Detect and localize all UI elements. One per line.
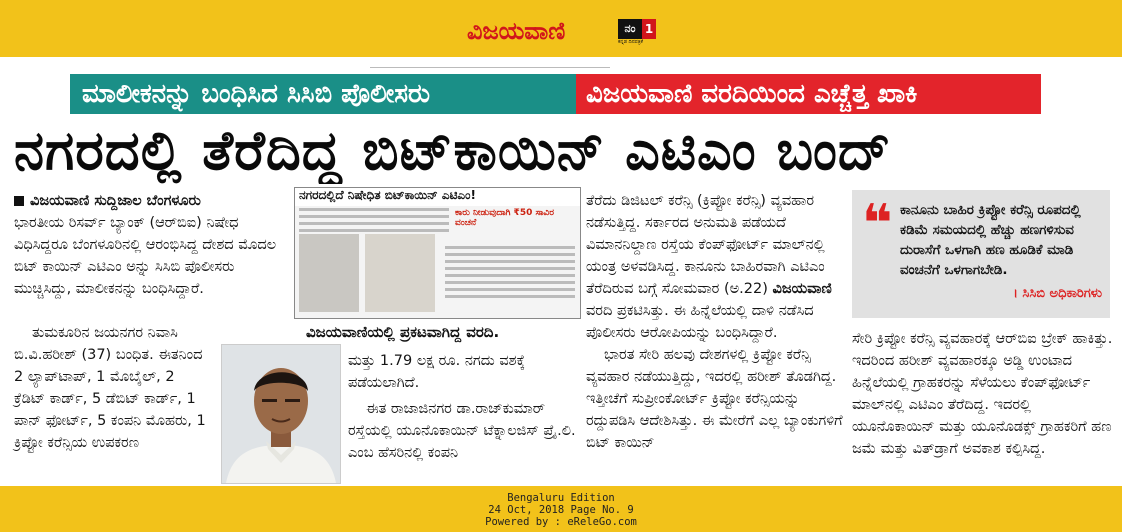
no1-badge — [618, 19, 658, 45]
article-text: ವರದಿ ಪ್ರಕಟಿಸಿತ್ತು. ಈ ಹಿನ್ನೆಲೆಯಲ್ಲಿ ದಾಳಿ ನಡೆಸಿದ ಪೊಲೀಸರು ಆರೋಪಿಯನ್ನು ಬಂಧಿಸಿದ್ದಾರೆ. — [586, 303, 814, 341]
dateline — [14, 190, 288, 212]
inset-caption: ವಿಜಯವಾಣಿಯಲ್ಲಿ ಪ್ರಕಟವಾಗಿದ್ದ ವರದಿ. — [306, 323, 500, 341]
footer-date-page: 24 Oct, 2018 Page No. 9 — [488, 504, 634, 516]
inset-photo — [299, 234, 359, 312]
masthead-logo: ವಿಜಯವಾಣಿ — [467, 16, 566, 45]
footer-edition: Bengaluru Edition — [507, 492, 615, 504]
accused-photo — [221, 344, 341, 484]
subheadline-teal: ಮಾಲೀಕನನ್ನು ಬಂಧಿಸಿದ ಸಿಸಿಬಿ ಪೊಲೀಸರು — [70, 74, 576, 114]
inset-highlight: ಕಾರು ನೀಡುವುದಾಗಿ ₹50 ಸಾವಿರ ವಂಚನೆ — [455, 208, 554, 228]
footer-powered-by: Powered by : eReleGo.com — [485, 516, 637, 528]
pull-quote-source: । ಸಿಸಿಬಿ ಅಧಿಕಾರಿಗಳು — [1012, 286, 1102, 301]
badge-number: 1 — [642, 19, 656, 39]
article-paragraph: ತುಮಕೂರಿನ ಜಯನಗರ ನಿವಾಸಿ ಬಿ.ವಿ.ಹರೀಶ್ (37) ಬಂಧಿತ. ಈತನಿಂದ 2 ಲ್ಯಾಪ್‌ಟಾಪ್, 1 ಮೊಬೈಲ್, 2 ಕ್ರೆಡಿಟ್ ಕಾರ್ಡ್, 5 ಡೆಬಿಟ್ ಕಾರ್ಡ್, 1 ಪಾನ್ ಫೋರ್ಟ್, 5 ಕಂಪನಿ ಮೊಹರು, 1 ಕ್ರಿಪ್ಟೋ ಕರೆನ್ಸಿಯ ಉಪಕರಣ — [14, 325, 206, 451]
quote-mark-icon: ❝ — [862, 194, 893, 254]
subheadline-red: ವಿಜಯವಾಣಿ ವರದಿಯಿಂದ ಎಚ್ಚೆತ್ತ ಖಾಕಿ — [576, 74, 1041, 114]
clipping-edge — [370, 57, 610, 68]
badge-subtitle: ಕನ್ನಡ ದಿನಪತ್ರಿಕೆ — [618, 39, 644, 45]
article-paragraph: ಭಾರತೀಯ ರಿಸರ್ವ್ ಬ್ಯಾಂಕ್ (ಆರ್‌ಬಿಐ) ನಿಷೇಧ ವಿಧಿಸಿದ್ದರೂ ಬೆಂಗಳೂರಿನಲ್ಲಿ ಆರಂಭಿಸಿದ್ದ ದೇಶದ ಮೊದಲ ಬಿಟ್ ಕಾಯಿನ್ ಎಟಿಎಂ ಅನ್ನು ಸಿಸಿಬಿ ಪೊಲೀಸರು ಮುಚ್ಚಿಸಿದ್ದು, ಮಾಲೀಕನನ್ನು ಬಂಧಿಸಿದ್ದಾರೆ. — [14, 215, 277, 297]
bullet-square-icon — [14, 196, 24, 206]
person-portrait-icon — [222, 345, 340, 483]
article-column-3 — [586, 190, 844, 454]
badge-label: ನಂ — [618, 19, 642, 39]
article-column-4 — [852, 328, 1114, 460]
inset-clipping-image — [294, 187, 581, 319]
footer-bar — [0, 486, 1122, 532]
inset-text-lines — [299, 208, 449, 236]
article-paragraph: ಈತ ರಾಜಾಜಿನಗರ ಡಾ.ರಾಜ್‌ಕುಮಾರ್ ರಸ್ತೆಯಲ್ಲಿ ಯೂನೊಕಾಯಿನ್ ಟೆಕ್ನಾಲಜಿಸ್ ಪ್ರೈ.ಲಿ. ಎಂಬ ಹೆಸರಿನಲ್ಲಿ ಕಂಪನಿ — [348, 401, 576, 461]
article-text: ತೆರೆದು ಡಿಜಿಟಲ್ ಕರೆನ್ಸಿ (ಕ್ರಿಪ್ಟೋ ಕರೆನ್ಸಿ) ವ್ಯವಹಾರ ನಡೆಸುತ್ತಿದ್ದ. ಸರ್ಕಾರದ ಅನುಮತಿ ಪಡೆಯದೆ ವಿಮಾನನಿಲ್ದಾಣ ರಸ್ತೆಯ ಕೆಂಪ್‌ಫೋರ್ಟ್ ಮಾಲ್‌ನಲ್ಲಿ ಯಂತ್ರ ಅಳವಡಿಸಿದ್ದ. ಕಾನೂನು ಬಾಹಿರವಾಗಿ ಎಟಿಎಂ ತೆರೆದಿರುವ ಬಗ್ಗೆ ಸೋಮವಾರ (ಅ.22) — [586, 193, 825, 297]
article-column-2 — [348, 350, 576, 464]
article-column-1 — [14, 190, 288, 300]
article-column-1-lower — [14, 322, 206, 454]
brand-mention: ವಿಜಯವಾಣಿ — [772, 281, 832, 297]
inset-text-lines — [445, 246, 575, 302]
pull-quote-text: ಕಾನೂನು ಬಾಹಿರ ಕ್ರಿಪ್ಟೋ ಕರೆನ್ಸಿ ರೂಪದಲ್ಲಿ ಕಡಿಮೆ ಸಮಯದಲ್ಲಿ ಹೆಚ್ಚು ಹಣಗಳಿಸುವ ದುರಾಸೆಗೆ ಒಳಗಾಗಿ ಹಣ ಹೂಡಿಕೆ ಮಾಡಿ ವಂಚನೆಗೆ ಒಳಗಾಗಬೇಡಿ. — [900, 202, 1081, 278]
article-paragraph: ಸೇರಿ ಕ್ರಿಪ್ಟೋ ಕರೆನ್ಸಿ ವ್ಯವಹಾರಕ್ಕೆ ಆರ್‌ಬಿಐ ಬ್ರೇಕ್ ಹಾಕಿತ್ತು. ಇದರಿಂದ ಹರೀಶ್ ವ್ಯವಹಾರಕ್ಕೂ ಅಡ್ಡಿ ಉಂಟಾದ ಹಿನ್ನೆಲೆಯಲ್ಲಿ ಗ್ರಾಹಕರನ್ನು ಸೆಳೆಯಲು ಕೆಂಪ್‌ಫೋರ್ಟ್ ಮಾಲ್‌ನಲ್ಲಿ ಎಟಿಎಂ ತೆರೆದಿದ್ದ. ಇದರಲ್ಲಿ ಯೂನೊಕಾಯಿನ್ ಮತ್ತು ಯೂನೊಡಕ್ಸ್ ಗ್ರಾಹಕರಿಗೆ ಹಣ ಜಮೆ ಮತ್ತು ವಿತ್‌ಡ್ರಾಗೆ ಅವಕಾಶ ಕಲ್ಪಿಸಿದ್ದ. — [852, 331, 1113, 457]
inset-photo — [365, 234, 435, 312]
pull-quote-box — [852, 190, 1110, 318]
dateline-text: ವಿಜಯವಾಣಿ ಸುದ್ದಿಜಾಲ ಬೆಂಗಳೂರು — [30, 193, 201, 209]
main-headline: ನಗರದಲ್ಲಿ ತೆರೆದಿದ್ದ ಬಿಟ್‌ಕಾಯಿನ್ ಎಟಿಎಂ ಬಂದ್ — [14, 119, 892, 182]
article-paragraph: ಮತ್ತು 1.79 ಲಕ್ಷ ರೂ. ನಗದು ವಶಕ್ಕೆ ಪಡೆಯಲಾಗಿದೆ. — [348, 353, 526, 391]
article-paragraph: ಭಾರತ ಸೇರಿ ಹಲವು ದೇಶಗಳಲ್ಲಿ ಕ್ರಿಪ್ಟೋ ಕರೆನ್ಸಿ ವ್ಯವಹಾರ ನಡೆಯುತ್ತಿದ್ದು, ಇದರಲ್ಲಿ ಹರೀಶ್ ತೊಡಗಿದ್ದ. ಇತ್ತೀಚೆಗೆ ಸುಪ್ರೀಂಕೋರ್ಟ್ ಕ್ರಿಪ್ಟೋ ಕರೆನ್ಸಿಯನ್ನು ರದ್ದುಪಡಿಸಿ ಆದೇಶಿಸಿತ್ತು. ಈ ಮೇರೆಗೆ ಎಲ್ಲ ಬ್ಯಾಂಕುಗಳಿಗೆ ಬಿಟ್ ಕಾಯಿನ್ — [586, 347, 843, 451]
inset-headline: ನಗರದಲ್ಲಿದೆ ನಿಷೇಧಿತ ಬಿಟ್‌ಕಾಯಿನ್ ಎಟಿಎಂ! — [295, 188, 580, 206]
article-paragraph — [586, 190, 844, 344]
masthead-bar — [0, 0, 1122, 57]
